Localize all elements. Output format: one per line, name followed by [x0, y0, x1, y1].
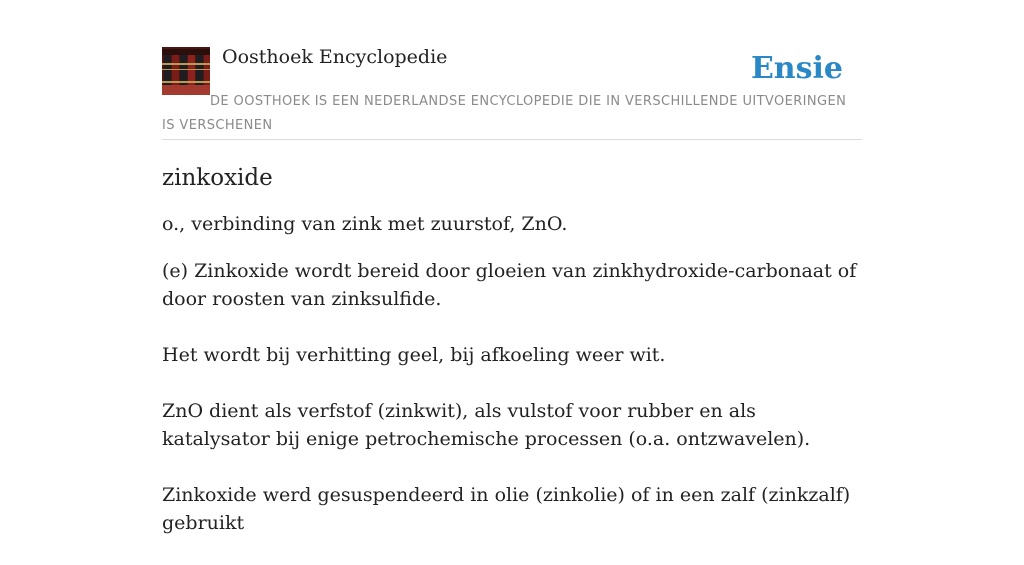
article	[162, 160, 862, 565]
encyclopedia-books-icon[interactable]	[162, 47, 210, 95]
body-paragraph: Zinkoxide werd gesuspendeerd in olie (zinkolie) of in een zalf (zinkzalf) gebruikt	[162, 484, 851, 534]
entry-body	[162, 257, 862, 537]
site-header	[162, 46, 862, 140]
site-name[interactable]: Oosthoek Encyclopedie	[222, 46, 448, 68]
body-paragraph: (e) Zinkoxide wordt bereid door gloeien van zinkhydroxide-carbonaat of door roosten van zinksulfide.	[162, 260, 857, 310]
body-paragraph: ZnO dient als verfstof (zinkwit), als vulstof voor rubber en als katalysator bij enige petrochemische processen (o.a. ontzwavelen).	[162, 400, 811, 450]
body-paragraph: Het wordt bij verhitting geel, bij afkoeling weer wit.	[162, 344, 666, 366]
entry-definition: o., verbinding van zink met zuurstof, ZnO.	[162, 213, 568, 235]
ensie-logo-link[interactable]: Ensie	[750, 51, 843, 86]
entry-title: zinkoxide	[162, 165, 273, 191]
site-description: DE OOSTHOEK IS EEN NEDERLANDSE ENCYCLOPEDIE DIE IN VERSCHILLENDE UITVOERINGEN IS VERSCHENEN	[162, 94, 847, 133]
